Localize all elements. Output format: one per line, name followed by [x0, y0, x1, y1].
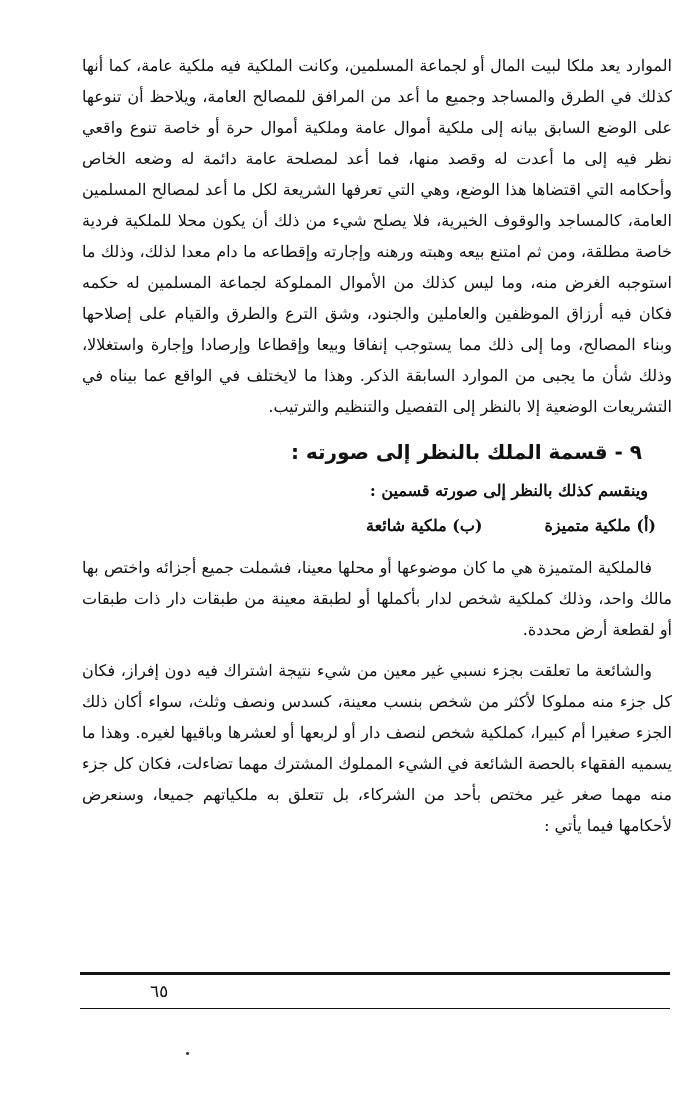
footer-rule-thick: [80, 972, 670, 975]
division-line: وينقسم كذلك بالنظر إلى صورته قسمين :: [369, 481, 648, 500]
section-heading: ٩ - قسمة الملك بالنظر إلى صورته :: [290, 440, 642, 464]
page-body: [82, 50, 672, 841]
paragraph-distinct-ownership: فالملكية المتميزة هي ما كان موضوعها أو محلها معينا، فشملت جميع أجزائه واختص بها مالك واحد، وذلك كملكية شخص لدار بأكملها أو لطبقة معينة من طبقات دار ذات طبقات أو لقطعة أرض محددة.: [82, 558, 672, 639]
option-distinct: (أ) ملكية متميزة: [544, 516, 656, 535]
division-options: [82, 508, 672, 544]
body-paragraph: الموارد يعد ملكا لبيت المال أو لجماعة المسلمين، وكانت الملكية فيه ملكية عامة، كما أنها كذلك في الطرق والمساجد وجميع ما أعد من المرافق للمصالح العامة، ويلاحظ أن تنوعها على الوضع السابق بيانه إلى ملكية أموال عامة وملكية أموال حرة أو خاصة تنوع واقعي نظر فيه إلى ما أعدت له وقصد منها، فما أعد لمصلحة عامة دائمة له وضعه الخاص وأحكامه التي اقتضاها هذا الوضع، وهي التي تعرفها الشريعة لكل ما أعد لمصالح المسلمين العامة، كالمساجد والوقوف الخيرية، فلا يصلح شيء من ذلك أن يكون محلا للملكية فردية خاصة مطلقة، ومن ثم امتنع بيعه وهبته ورهنه وإجارته وإقطاعه ما دام معدا لذلك، وذلك ما استوجبه الغرض منه، وما ليس كذلك من الأموال المملوكة لجماعة المسلمين له حكمه فكان فيه أرزاق الموظفين والعاملين والجنود، وشق الترع والطرق والقيام على إصلاحها وبناء المصالح، وما إلى ذلك مما يستوجب إنفاقا وبيعا وإقطاعا وإرصادا وإجارة واستغلالا، وذلك شأن ما يجبى من الموارد السابقة الذكر. وهذا ما لايختلف في الواقع عما بيناه في التشريعات الوضعية إلا بالنظر إلى التفصيل والتنظيم والترتيب.: [82, 56, 672, 416]
paragraph-common-ownership: والشائعة ما تعلقت بجزء نسبي غير معين من شيء نتيجة اشتراك فيه دون إفراز، فكان كل جزء منه مملوكا لأكثر من شخص بنسب معينة، كسدس ونصف وثلث، سواء أكان ذلك الجزء صغيرا أم كبيرا، كملكية شخص لنصف دار أو لربعها أو لعشرها وباقيها لغيره. وهذا ما يسميه الفقهاء بالحصة الشائعة في الشيء المملوك المشترك مهما تضاءلت، فكان كل جزء منه مهما صغر غير مختص بأحد من الشركاء، بل تتعلق به ملكياتهم جميعا، وسنعرض لأحكامها فيما يأتي :: [82, 661, 672, 835]
page-number: ٦٥: [150, 982, 169, 1002]
option-common: (ب) ملكية شائعة: [365, 516, 483, 535]
footer-rule-thin: [80, 1008, 670, 1009]
speck-mark: [186, 1052, 189, 1055]
